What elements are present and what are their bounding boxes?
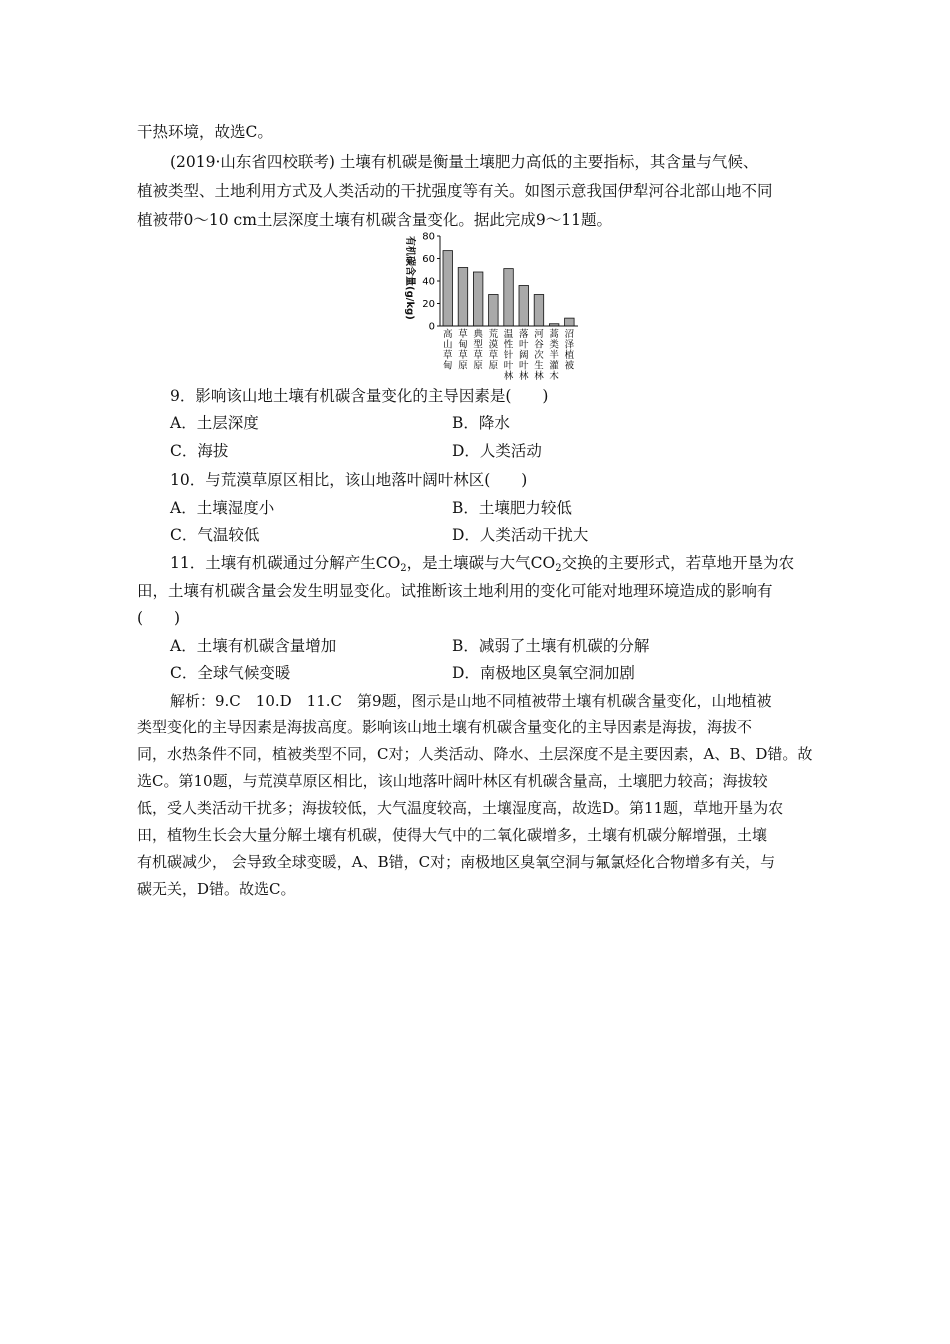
intro-line-4: 植被带0～10 cm土层深度土壤有机碳含量变化。据此完成9～11题。 [137,211,612,229]
x-category-label: 草 [458,329,468,340]
x-category-label: 草 [473,350,483,361]
x-category-label: 半 [549,350,559,361]
q9-stem: 9．影响该山地土壤有机碳含量变化的主导因素是( ) [170,387,549,405]
y-tick-label: 80 [422,232,435,243]
x-category-label: 林 [534,371,544,382]
x-category-label: 沼 [564,329,575,340]
x-category-label: 山 [442,339,453,351]
analysis-line-3: 同，水热条件不同，植被类型不同，C对；人类活动、降水、土层深度不是主要因素，A、B、D错。故 [137,745,813,763]
x-category-label: 阔 [518,350,529,361]
x-category-label: 落 [518,329,529,340]
q11-subscript: 2 [400,563,407,574]
x-category-label: 叶 [503,360,514,372]
x-category-label: 林 [503,371,514,382]
x-category-label: 类 [549,339,559,351]
q10-option-b: B．土壤肥力较低 [452,499,572,517]
bar [504,269,514,326]
bar [443,251,453,326]
q11-option-b: B．减弱了土壤有机碳的分解 [452,637,650,655]
x-category-label: 灌 [549,360,559,372]
intro-line-2: (2019·山东省四校联考) 土壤有机碳是衡量土壤肥力高低的主要指标，其含量与气候、 [170,153,759,171]
x-category-label: 甸 [442,360,453,372]
q11-stem-part-a: 11．土壤有机碳通过分解产生CO [170,554,401,572]
x-category-label: 木 [549,371,559,382]
q11-option-c: C．全球气候变暖 [170,664,291,682]
intro-line-3: 植被类型、土地利用方式及人类活动的干扰强度等有关。如图示意我国伊犁河谷北部山地不同 [137,182,773,200]
q11-option-a: A．土壤有机碳含量增加 [170,637,337,655]
x-category-label: 生 [534,360,544,372]
q10-option-d: D．人类活动干扰大 [452,526,589,544]
q9-option-d: D．人类活动 [452,442,542,460]
x-category-label: 性 [503,339,514,351]
y-tick-label: 40 [422,276,435,288]
x-category-label: 原 [473,360,483,372]
q11-subscript: 2 [555,563,562,574]
x-category-label: 温 [503,329,514,340]
bar [458,268,468,327]
q10-stem: 10．与荒漠草原区相比，该山地落叶阔叶林区( ) [170,471,528,489]
intro-line-1: 干热环境，故选C。 [137,123,273,141]
x-category-label: 典 [473,329,483,340]
x-category-label: 型 [473,339,483,351]
x-category-label: 蒿 [549,329,559,340]
q10-option-c: C．气温较低 [170,526,260,544]
analysis-line-5: 低，受人类活动干扰多；海拔较低，大气温度较高，土壤湿度高，故选D。第11题，草地开垦为农 [137,799,784,817]
analysis-line-8: 碳无关，D错。故选C。 [137,880,296,898]
x-category-label: 漠 [488,339,499,351]
x-category-label: 次 [534,350,544,361]
x-category-label: 叶 [518,360,529,372]
analysis-line-6: 田，植物生长会大量分解土壤有机碳，使得大气中的二氧化碳增多，土壤有机碳分解增强，土壤 [137,826,768,844]
chart-x-labels [443,328,575,382]
x-category-label: 荒 [488,329,499,340]
q11-stem-line-2: 田，土壤有机碳含量会发生明显变化。试推断该土地利用的变化可能对地理环境造成的影响有 [137,582,773,600]
x-category-label: 泽 [564,339,575,351]
bar [473,272,483,326]
bar [534,295,544,327]
x-category-label: 草 [458,350,468,361]
q11-option-d: D．南极地区臭氧空洞加剧 [452,664,635,682]
x-category-label: 高 [442,329,453,340]
y-tick-label: 0 [428,321,435,333]
analysis-line-1: 解析：9.C 10.D 11.C 第9题，图示是山地不同植被带土壤有机碳含量变化，山地植被 [170,692,772,710]
bar [489,295,499,327]
x-category-label: 河 [534,329,544,340]
chart-y-axis-label: 有机碳含量(g/kg) [404,236,415,320]
q11-stem-line-3: ( ) [137,609,181,627]
x-category-label: 草 [488,350,499,361]
analysis-line-2: 类型变化的主导因素是海拔高度。影响该山地土壤有机碳含量变化的主导因素是海拔，海拔不 [137,718,753,736]
soil-carbon-bar-chart [398,232,588,382]
q9-option-a: A．土层深度 [170,414,259,432]
bar [565,318,575,326]
chart-y-ticks [422,232,440,333]
bar [519,286,529,327]
x-category-label: 植 [564,350,575,361]
x-category-label: 林 [518,371,529,382]
x-category-label: 谷 [534,339,544,351]
q11-stem-line-1 [170,553,794,576]
q11-stem-part-b: ，是土壤碳与大气CO [406,554,556,572]
chart-bars [443,251,574,326]
x-category-label: 原 [488,360,499,372]
q9-option-b: B．降水 [452,414,510,432]
x-category-label: 草 [442,350,453,361]
q9-option-c: C．海拔 [170,442,229,460]
q10-option-a: A．土壤湿度小 [170,499,275,517]
x-category-label: 被 [564,360,575,372]
y-tick-label: 20 [422,299,435,310]
x-category-label: 针 [503,350,514,361]
analysis-line-4: 选C。第10题，与荒漠草原区相比，该山地落叶阔叶林区有机碳含量高，土壤肥力较高；海拔较 [137,772,768,790]
analysis-line-7: 有机碳减少， 会导致全球变暖，A、B错，C对；南极地区臭氧空洞与氟氯烃化合物增多有关，与 [137,853,776,871]
x-category-label: 叶 [518,339,529,351]
x-category-label: 原 [458,360,468,372]
q11-stem-part-c: 交换的主要形式，若草地开垦为农 [561,554,795,572]
x-category-label: 甸 [458,339,468,351]
y-tick-label: 60 [422,254,435,265]
